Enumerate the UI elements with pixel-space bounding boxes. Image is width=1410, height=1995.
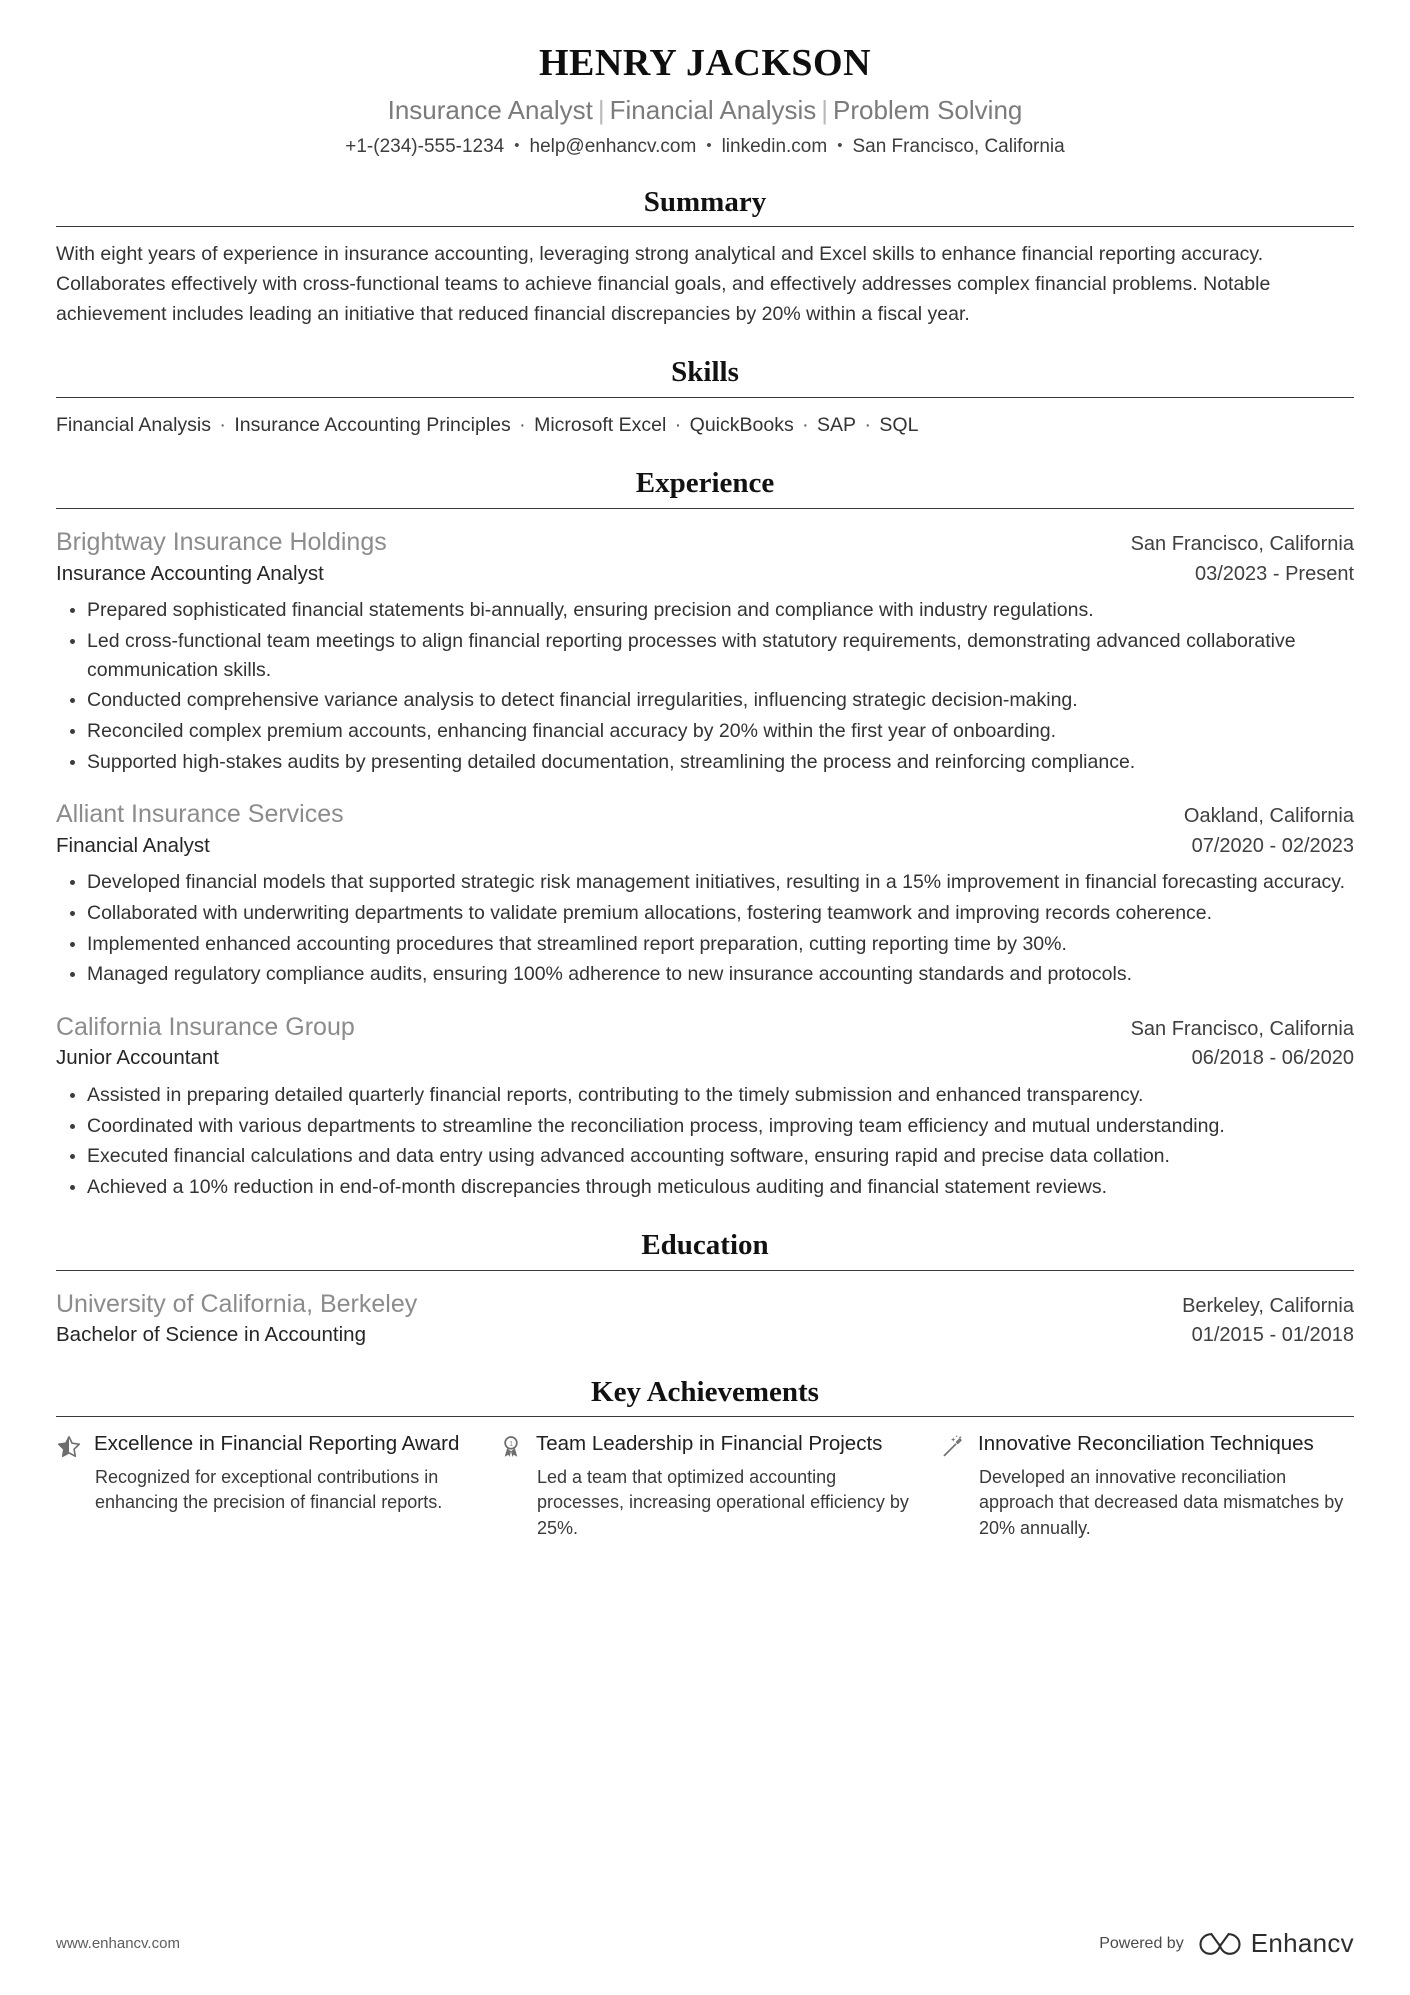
key-achievement-text xyxy=(536,1431,912,1541)
half-star-icon xyxy=(56,1434,82,1460)
entry-role-row xyxy=(56,1045,1354,1072)
summary-body xyxy=(56,227,1354,329)
key-achievement-item xyxy=(498,1431,912,1541)
experience-entries xyxy=(56,509,1354,1202)
skill-separator-icon: · xyxy=(669,414,687,437)
list-item: Prepared sophisticated financial statements bi-annually, ensuring precision and compliance with industry regulations. xyxy=(56,596,1354,625)
entry-role: Junior Accountant xyxy=(56,1046,219,1070)
contact-separator-icon: • xyxy=(514,136,520,154)
headline-separator: | xyxy=(821,94,829,125)
entry-role: Bachelor of Science in Accounting xyxy=(56,1323,366,1347)
entry-header-row xyxy=(56,526,1354,559)
list-item: Supported high-stakes audits by presenting detailed documentation, streamlining the process and reinforcing compliance. xyxy=(56,748,1354,777)
skill-item: SAP xyxy=(817,414,857,437)
skills-body xyxy=(56,398,1354,440)
key-achievement-item xyxy=(940,1431,1354,1541)
section-title-education: Education xyxy=(641,1228,769,1261)
magic-wand-icon xyxy=(940,1434,966,1460)
headline-part-3: Problem Solving xyxy=(833,94,1023,125)
list-item: Developed financial models that supported strategic risk management initiatives, resulting in a 15% improvement in financial forecasting accuracy. xyxy=(56,868,1354,897)
section-title-summary: Summary xyxy=(643,185,767,218)
entry-bullet-list xyxy=(56,596,1354,776)
section-title-skills: Skills xyxy=(671,356,739,389)
entry-role-row xyxy=(56,833,1354,860)
entry-bullet-list xyxy=(56,868,1354,989)
section-experience xyxy=(56,466,1354,1201)
key-achievement-text xyxy=(978,1431,1354,1541)
section-skills xyxy=(56,355,1354,440)
footer-website[interactable]: www.enhancv.com xyxy=(56,1935,180,1952)
contact-line xyxy=(56,135,1354,159)
entry-role-row xyxy=(56,561,1354,588)
entry-organization: California Insurance Group xyxy=(56,1012,355,1041)
contact-phone: +1-(234)-555-1234 xyxy=(345,135,505,157)
list-item: Assisted in preparing detailed quarterly financial reports, contributing to the timely submission and enhanced transparency. xyxy=(56,1081,1354,1110)
list-item: Implemented enhanced accounting procedures that streamlined report preparation, cutting reporting time by 30%. xyxy=(56,930,1354,959)
powered-by-label: Powered by xyxy=(1099,1934,1184,1952)
key-achievement-title: Innovative Reconciliation Techniques xyxy=(978,1432,1314,1456)
entry-header-row xyxy=(56,798,1354,831)
education-entries xyxy=(56,1271,1354,1349)
list-item: Coordinated with various departments to streamline the reconciliation process, improving team efficiency and mutual understanding. xyxy=(56,1112,1354,1141)
key-achievement-text xyxy=(94,1431,470,1516)
contact-separator-icon: • xyxy=(706,136,712,154)
section-title-experience: Experience xyxy=(635,467,775,500)
award-ribbon-icon xyxy=(498,1434,524,1460)
contact-linkedin[interactable]: linkedin.com xyxy=(721,135,828,157)
entry-dates: 07/2020 - 02/2023 xyxy=(1191,834,1354,857)
section-summary xyxy=(56,185,1354,330)
headline-part-2: Financial Analysis xyxy=(609,94,817,125)
entry-location: San Francisco, California xyxy=(1130,533,1354,556)
headline-part-1: Insurance Analyst xyxy=(387,94,593,125)
entry-header-row xyxy=(56,1288,1354,1321)
key-achievement-description: Developed an innovative reconciliation approach that decreased data mismatches by 20% annually. xyxy=(979,1466,1344,1539)
skill-item: Financial Analysis xyxy=(56,414,211,437)
skill-separator-icon: · xyxy=(214,414,232,437)
resume-header xyxy=(56,0,1354,159)
entry-dates: 01/2015 - 01/2018 xyxy=(1191,1324,1354,1347)
skill-item: Microsoft Excel xyxy=(534,414,667,437)
svg-text:1: 1 xyxy=(509,1440,513,1448)
key-achievement-item xyxy=(56,1431,470,1541)
entry-header-row xyxy=(56,1011,1354,1044)
skill-separator-icon: · xyxy=(796,414,815,437)
section-key-achievements xyxy=(56,1375,1354,1542)
contact-location: San Francisco, California xyxy=(852,135,1065,157)
skills-list xyxy=(56,411,1354,440)
entry-organization: University of California, Berkeley xyxy=(56,1289,418,1318)
entry-organization: Alliant Insurance Services xyxy=(56,800,344,829)
entry-location: Berkeley, California xyxy=(1182,1294,1354,1317)
list-item: Led cross-functional team meetings to align financial reporting processes with statutory requirements, demonstrating advanced collaborative communication skills. xyxy=(56,627,1354,684)
entry xyxy=(56,1011,1354,1202)
summary-text: With eight years of experience in insurance accounting, leveraging strong analytical and Excel skills to enhance financial reporting accuracy. Collaborates effectively with cross-functional teams to achieve financial goals, and effectively addresses complex financial problems. Notable achievement includes leading an initiative that reduced financial discrepancies by 20% within a fiscal year. xyxy=(56,243,1271,325)
entry xyxy=(56,1288,1354,1349)
page-title: HENRY JACKSON xyxy=(538,42,872,84)
entry-location: San Francisco, California xyxy=(1130,1017,1354,1040)
list-item: Achieved a 10% reduction in end-of-month discrepancies through meticulous auditing and financial statement reviews. xyxy=(56,1173,1354,1202)
enhancv-logo-icon xyxy=(1198,1930,1242,1958)
contact-separator-icon: • xyxy=(837,136,843,154)
entry-organization: Brightway Insurance Holdings xyxy=(56,528,387,557)
entry-location: Oakland, California xyxy=(1183,805,1354,828)
list-item: Executed financial calculations and data entry using advanced accounting software, ensuring rapid and precise data collation. xyxy=(56,1142,1354,1171)
entry-dates: 06/2018 - 06/2020 xyxy=(1191,1047,1354,1070)
skill-separator-icon: · xyxy=(513,414,532,437)
footer-branding xyxy=(1099,1928,1354,1959)
skill-item: SQL xyxy=(879,414,919,437)
skill-separator-icon: · xyxy=(859,414,877,437)
key-achievements-grid xyxy=(56,1417,1354,1541)
entry-dates: 03/2023 - Present xyxy=(1195,562,1354,585)
list-item: Managed regulatory compliance audits, ensuring 100% adherence to new insurance accounting standards and protocols. xyxy=(56,960,1354,989)
key-achievement-description: Recognized for exceptional contributions in enhancing the precision of financial reports. xyxy=(95,1466,443,1513)
entry-role: Insurance Accounting Analyst xyxy=(56,561,324,585)
list-item: Collaborated with underwriting departments to validate premium allocations, fostering teamwork and improving records coherence. xyxy=(56,899,1354,928)
entry-role: Financial Analyst xyxy=(56,833,210,857)
key-achievement-title: Team Leadership in Financial Projects xyxy=(536,1432,883,1456)
brand-logo xyxy=(1198,1928,1354,1959)
key-achievement-description: Led a team that optimized accounting processes, increasing operational efficiency by 25%. xyxy=(537,1466,909,1539)
page-footer xyxy=(56,1928,1354,1959)
brand-name: Enhancv xyxy=(1250,1928,1354,1958)
headline xyxy=(56,95,1354,126)
skill-item: QuickBooks xyxy=(689,414,794,437)
skill-item: Insurance Accounting Principles xyxy=(234,414,511,437)
entry-bullet-list xyxy=(56,1081,1354,1202)
entry xyxy=(56,798,1354,989)
list-item: Conducted comprehensive variance analysis to detect financial irregularities, influencing strategic decision-making. xyxy=(56,686,1354,715)
section-title-key-achievements: Key Achievements xyxy=(591,1375,819,1408)
contact-email[interactable]: help@enhancv.com xyxy=(529,135,697,157)
section-education xyxy=(56,1228,1354,1349)
key-achievement-title: Excellence in Financial Reporting Award xyxy=(94,1432,460,1456)
entry-role-row xyxy=(56,1322,1354,1349)
list-item: Reconciled complex premium accounts, enhancing financial accuracy by 20% within the first year of onboarding. xyxy=(56,717,1354,746)
entry xyxy=(56,526,1354,776)
headline-separator: | xyxy=(597,94,605,125)
